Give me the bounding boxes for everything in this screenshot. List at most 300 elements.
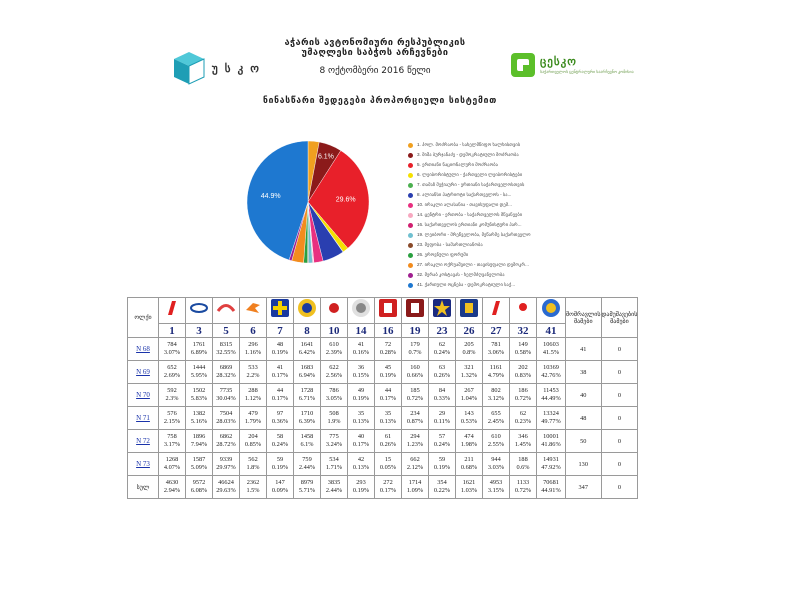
vote-count: 1444 [192,364,206,371]
vote-percent: 0.19% [271,349,289,356]
vote-percent: 41.5% [542,349,560,356]
party-result-cell [402,361,429,384]
vote-count: 36 [357,364,365,371]
vote-percent: 29.97% [216,464,236,471]
party-result-cell [402,476,429,499]
table-row [128,384,638,407]
vote-percent: 3.15% [487,487,505,494]
processed-count-cell: 0 [601,338,638,361]
party-logo-icon [378,298,398,318]
party-result-cell [456,338,483,361]
party-result-cell [456,430,483,453]
party-result-cell [537,361,566,384]
vote-count: 1458 [300,433,314,440]
table-row [128,430,638,453]
table-row [128,407,638,430]
vote-count: 288 [248,387,258,394]
party-result-cell [159,430,186,453]
party-number-header: 32 [510,324,537,338]
vote-count: 508 [329,410,339,417]
vote-percent: 49.77% [541,418,561,425]
vote-count: 652 [167,364,177,371]
vote-percent: 0.17% [379,395,397,402]
vote-percent: 2.15% [163,418,181,425]
party-result-cell [186,476,213,499]
party-result-cell [348,361,375,384]
vote-percent: 30.04% [216,395,236,402]
vote-count: 1710 [300,410,314,417]
vote-count: 7735 [219,387,233,394]
legend-label: 32. მერაბ კოსტავას - ხელმძღვანელობა [417,272,505,277]
vote-percent: 44.49% [541,395,561,402]
table-row [128,453,638,476]
vote-percent: 0.17% [352,441,370,448]
vote-count: 44 [384,387,392,394]
vote-percent: 2.44% [325,487,343,494]
vote-percent: 42.76% [541,372,561,379]
party-icon-cell [483,298,510,324]
legend-color-dot-icon [408,143,413,148]
vote-count: 204 [248,433,258,440]
vote-count: 15 [384,456,392,463]
vote-percent: 0.09% [271,487,289,494]
party-icon-cell [402,298,429,324]
legend-label: 10. ირაკლი ალასანია - თავისუფალი დემ... [417,202,512,207]
vote-count: 1133 [516,479,530,486]
party-result-cell [483,361,510,384]
party-result-cell [348,453,375,476]
vote-count: 354 [437,479,447,486]
party-result-cell [537,453,566,476]
party-result-cell [240,407,267,430]
vote-percent: 1.45% [514,441,532,448]
party-result-cell [429,338,456,361]
legend-label: 41. ქართული ოცნება - დემოკრატიული საქ... [417,282,516,287]
report-subtitle: ნინასწარი შედეგები პროპორციული სისტემით [262,96,498,106]
vote-count: 160 [410,364,420,371]
party-result-cell [429,430,456,453]
party-result-cell [537,476,566,499]
party-result-cell [510,361,537,384]
legend-color-dot-icon [408,223,413,228]
vote-count: 41 [357,341,365,348]
party-result-cell [402,453,429,476]
party-number-header: 27 [483,324,510,338]
party-result-cell [321,430,348,453]
legend-label: 14. ცენტრი - ერთობა - საქართველოს მწვანეები [417,212,523,217]
legend-label: 16. საქართველოს ერთიანი კომუნისტური პარ... [417,222,522,227]
precinct-link[interactable]: N 73 [128,453,159,476]
vote-percent: 0.19% [379,372,397,379]
party-result-cell [213,453,240,476]
vote-percent: 1.32% [460,372,478,379]
party-result-cell [348,430,375,453]
legend-label: 27. ირაკლი ოქრუაშვილი - თავისუფალი დემოკრ... [417,262,529,267]
vote-count: 758 [167,433,177,440]
precinct-column-header: ოლქი [128,298,159,338]
vote-count: 35 [357,410,365,417]
pie-data-label: 6.1% [317,153,334,161]
legend-label: 7. თამაზ მეჭიაური - ერთიანი საქართველოსთვის [417,182,525,187]
party-result-cell [159,476,186,499]
vote-count: 29 [438,410,446,417]
vote-count: 1502 [192,387,206,394]
party-icon-cell [375,298,402,324]
vote-percent: 1.9% [327,418,341,425]
vote-percent: 5.95% [190,372,208,379]
vote-count: 775 [329,433,339,440]
vote-percent: 0.7% [408,349,422,356]
vote-count: 143 [464,410,474,417]
vote-count: 1728 [300,387,314,394]
vote-count: 4630 [165,479,179,486]
processed-count-cell: 0 [601,476,638,499]
vote-percent: 29.63% [216,487,236,494]
party-result-cell [267,338,294,361]
vote-percent: 2.39% [325,349,343,356]
legend-item [408,240,568,250]
vote-percent: 28.03% [216,418,236,425]
party-result-cell [375,338,402,361]
vote-count: 45 [384,364,392,371]
vote-percent: 0.26% [433,372,451,379]
party-result-cell [510,338,537,361]
vote-percent: 0.72% [514,487,532,494]
vote-count: 294 [410,433,420,440]
vote-count: 185 [410,387,420,394]
party-result-cell [483,384,510,407]
vote-percent: 28.32% [216,372,236,379]
vote-count: 610 [329,341,339,348]
vote-count: 6862 [219,433,233,440]
vote-count: 70681 [543,479,559,486]
precinct-link[interactable]: N 71 [128,407,159,430]
legend-item [408,230,568,240]
vote-percent: 0.66% [406,372,424,379]
vote-percent: 4.07% [163,464,181,471]
vote-count: 533 [248,364,258,371]
party-logo-icon [243,298,263,318]
results-pie-chart [238,138,398,268]
vote-percent: 2.44% [298,464,316,471]
vote-count: 61 [384,433,392,440]
party-result-cell [429,407,456,430]
title-line-2: უმაღლესი საბჭოს არჩევნები [301,48,449,58]
party-number-header: 19 [402,324,429,338]
vote-percent: 0.13% [352,418,370,425]
precinct-link[interactable]: N 69 [128,361,159,384]
vote-count: 296 [248,341,258,348]
legend-item [408,180,568,190]
party-result-cell [186,453,213,476]
vote-percent: 0.53% [460,418,478,425]
party-result-cell [294,384,321,407]
vote-percent: 3.12% [487,395,505,402]
party-result-cell [375,407,402,430]
party-result-cell [321,361,348,384]
party-result-cell [537,430,566,453]
party-result-cell [213,430,240,453]
vote-percent: 44.91% [541,487,561,494]
legend-color-dot-icon [408,153,413,158]
precinct-link[interactable]: N 68 [128,338,159,361]
legend-item [408,250,568,260]
party-result-cell [375,476,402,499]
vote-percent: 2.3% [165,395,179,402]
processed-count-cell: 0 [601,361,638,384]
vote-percent: 0.33% [433,395,451,402]
legend-color-dot-icon [408,183,413,188]
party-result-cell [159,361,186,384]
legend-label: 1. პოლ. მოძრაობა - სახელმწიფო ხალხისთვის [417,142,521,147]
party-result-cell [321,338,348,361]
table-icon-row [128,298,638,324]
party-result-cell [348,384,375,407]
vote-count: 41 [276,364,284,371]
voters-count-cell: 41 [566,338,602,361]
vote-count: 48 [276,341,284,348]
vote-percent: 0.36% [271,418,289,425]
vote-percent: 0.11% [433,418,451,425]
party-result-cell [510,407,537,430]
vote-count: 72 [384,341,392,348]
party-logo-icon [162,298,182,318]
vote-count: 10603 [543,341,559,348]
vote-percent: 6.08% [190,487,208,494]
vote-count: 321 [464,364,474,371]
vote-percent: 6.42% [298,349,316,356]
vote-percent: 0.24% [433,441,451,448]
party-result-cell [294,476,321,499]
vote-percent: 0.6% [516,464,530,471]
party-number-header: 26 [456,324,483,338]
vote-count: 267 [464,387,474,394]
voters-count-cell: 40 [566,384,602,407]
party-result-cell [213,361,240,384]
party-result-cell [456,407,483,430]
party-result-cell [483,453,510,476]
voters-count-cell: 38 [566,361,602,384]
party-number-header: 6 [240,324,267,338]
vote-percent: 2.55% [487,441,505,448]
vote-count: 1161 [489,364,503,371]
party-result-cell [510,384,537,407]
vote-percent: 0.05% [379,464,397,471]
party-result-cell [267,453,294,476]
legend-item [408,170,568,180]
party-result-cell [483,407,510,430]
legend-item [408,210,568,220]
vote-count: 802 [491,387,501,394]
total-label: სულ [128,476,159,499]
party-result-cell [456,476,483,499]
vote-percent: 32.55% [216,349,236,356]
legend-color-dot-icon [408,263,413,268]
vote-count: 62 [438,341,446,348]
vote-count: 62 [519,410,527,417]
vote-percent: 0.19% [271,464,289,471]
legend-color-dot-icon [408,273,413,278]
vote-percent: 2.94% [163,487,181,494]
legend-item [408,220,568,230]
vote-count: 14931 [543,456,559,463]
vote-percent: 1.03% [460,487,478,494]
party-logo-icon [324,298,344,318]
election-date: 8 ოქტომბერი 2016 წელი [319,66,431,76]
party-logo-icon [351,298,371,318]
vote-percent: 3.07% [163,349,181,356]
legend-color-dot-icon [408,193,413,198]
vote-count: 479 [248,410,258,417]
party-icon-cell [213,298,240,324]
title-line-1: აჭარის ავტონომიური რესპუბლიკის [284,38,466,48]
processed-column-header: დამუშავების მამები [601,298,638,338]
party-result-cell [240,384,267,407]
vote-percent: 5.83% [190,395,208,402]
vote-percent: 3.24% [325,441,343,448]
vote-count: 46624 [218,479,234,486]
right-logo-text: ცესკო [540,55,577,68]
party-result-cell [267,407,294,430]
party-result-cell [375,384,402,407]
legend-item [408,160,568,170]
party-icon-cell [159,298,186,324]
party-icon-cell [321,298,348,324]
vote-percent: 1.71% [325,464,343,471]
vote-count: 9572 [192,479,206,486]
vote-percent: 2.12% [406,464,424,471]
legend-item [408,280,568,290]
party-number-header: 14 [348,324,375,338]
vote-percent: 0.19% [352,395,370,402]
party-result-cell [267,430,294,453]
vote-percent: 0.87% [406,418,424,425]
processed-count-cell: 0 [601,453,638,476]
party-result-cell [159,453,186,476]
vote-count: 44 [276,387,284,394]
party-result-cell [402,430,429,453]
party-result-cell [294,361,321,384]
title-block [240,38,510,76]
party-result-cell [213,338,240,361]
vote-percent: 3.17% [163,441,181,448]
vote-percent: 0.72% [514,395,532,402]
vote-percent: 0.19% [352,487,370,494]
party-icon-cell [510,298,537,324]
vote-count: 1382 [192,410,206,417]
processed-count-cell: 0 [601,384,638,407]
vote-percent: 0.26% [379,441,397,448]
legend-label: 6. ლეიბორისტული - ქართველი ლეიბორისტები [417,172,523,177]
legend-item [408,270,568,280]
vote-count: 2362 [246,479,260,486]
left-logo-text: უ ს კ ო [212,62,261,75]
party-icon-cell [240,298,267,324]
party-result-cell [429,384,456,407]
vote-count: 562 [248,456,258,463]
vote-percent: 3.06% [487,349,505,356]
party-result-cell [402,384,429,407]
party-result-cell [510,430,537,453]
vote-count: 234 [410,410,420,417]
party-logo-icon [541,298,561,318]
vote-percent: 0.13% [379,418,397,425]
party-icon-cell [456,298,483,324]
vote-count: 293 [356,479,366,486]
vote-count: 1761 [192,341,206,348]
vote-count: 179 [410,341,420,348]
party-result-cell [429,453,456,476]
party-result-cell [240,453,267,476]
report-header [0,0,800,130]
vote-count: 7504 [219,410,233,417]
party-result-cell [240,338,267,361]
vote-count: 202 [518,364,528,371]
party-result-cell [186,407,213,430]
vote-count: 188 [518,456,528,463]
legend-label: 26. ეროვნული ფორუმი [417,252,469,257]
table-row [128,338,638,361]
vote-count: 1268 [165,456,179,463]
vote-count: 205 [464,341,474,348]
party-logo-icon [270,298,290,318]
legend-color-dot-icon [408,253,413,258]
vote-count: 1714 [408,479,422,486]
vote-count: 9339 [219,456,233,463]
vote-percent: 6.94% [298,372,316,379]
party-logo-icon [216,298,236,318]
vote-percent: 0.8% [462,349,476,356]
precinct-link[interactable]: N 72 [128,430,159,453]
processed-count-cell: 0 [601,430,638,453]
vote-percent: 5.71% [298,487,316,494]
vote-percent: 0.17% [271,395,289,402]
party-logo-icon [459,298,479,318]
precinct-link[interactable]: N 70 [128,384,159,407]
vote-count: 1683 [300,364,314,371]
pie-data-label: 29.6% [335,196,356,204]
party-result-cell [375,453,402,476]
vote-count: 610 [491,433,501,440]
party-result-cell [267,361,294,384]
party-result-cell [186,338,213,361]
vote-percent: 1.09% [406,487,424,494]
legend-color-dot-icon [408,203,413,208]
voters-count-cell: 347 [566,476,602,499]
vote-percent: 6.89% [190,349,208,356]
vote-count: 786 [329,387,339,394]
cesko-logo-icon [510,52,536,78]
voters-count-cell: 50 [566,430,602,453]
party-result-cell [537,384,566,407]
party-result-cell [240,361,267,384]
party-result-cell [456,384,483,407]
vote-count: 655 [491,410,501,417]
vote-percent: 41.86% [541,441,561,448]
party-result-cell [186,430,213,453]
vote-percent: 0.68% [460,464,478,471]
party-result-cell [483,430,510,453]
party-result-cell [321,453,348,476]
vote-count: 57 [438,433,446,440]
vote-percent: 0.13% [352,464,370,471]
party-number-header: 10 [321,324,348,338]
party-result-cell [186,361,213,384]
vote-percent: 3.03% [487,464,505,471]
vote-count: 3835 [327,479,341,486]
party-result-cell [159,407,186,430]
party-result-cell [537,407,566,430]
